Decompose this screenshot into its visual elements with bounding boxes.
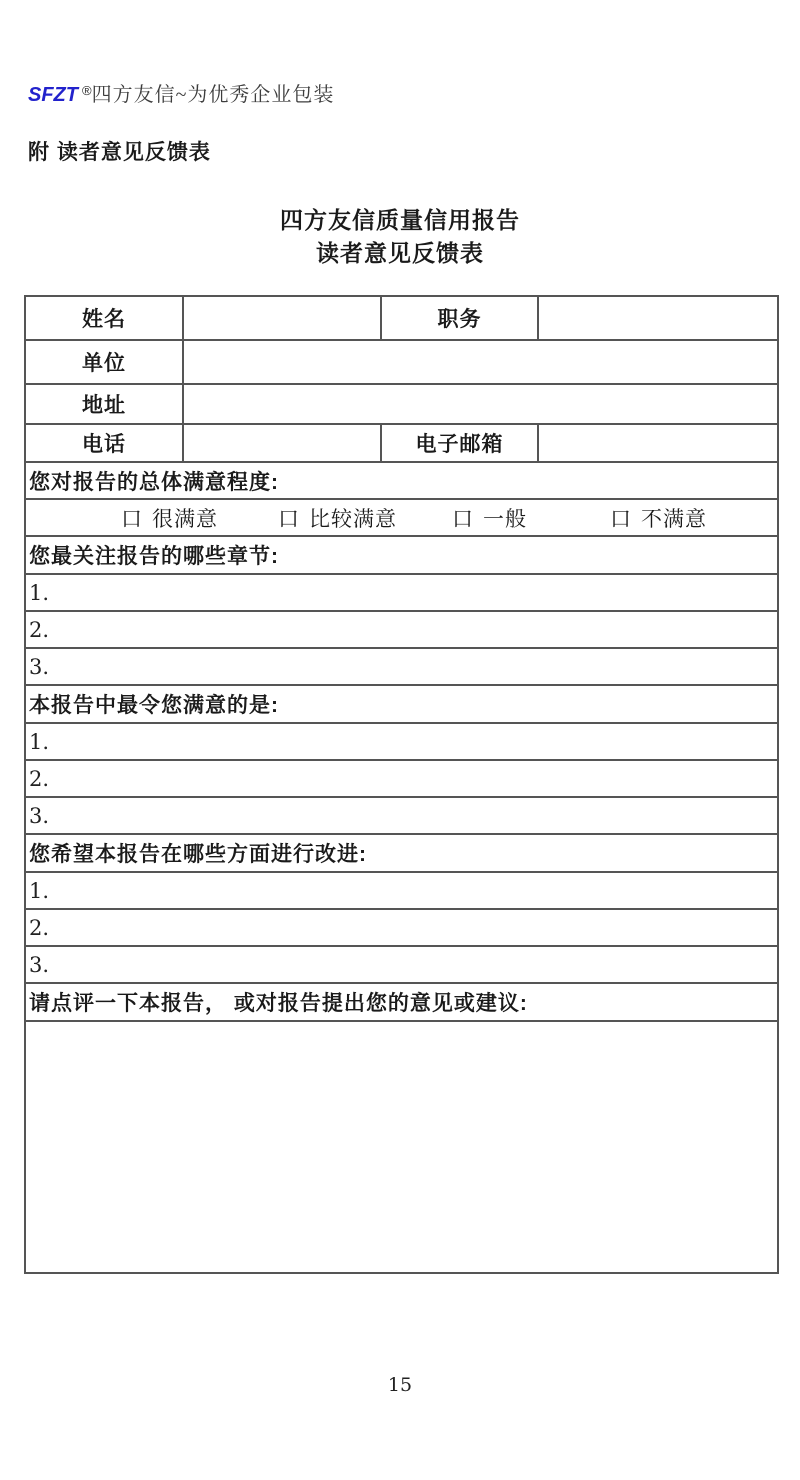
option-label: 很满意 — [152, 507, 218, 531]
satisfaction-option-very-satisfied — [121, 503, 218, 533]
table-row — [25, 462, 778, 499]
email-value-cell — [538, 424, 778, 462]
satisfaction-question: 您对报告的总体满意程度: — [25, 462, 778, 499]
table-row — [25, 983, 778, 1021]
table-row — [25, 424, 778, 462]
list-item: 1. — [25, 723, 778, 760]
list-item: 3. — [25, 648, 778, 685]
section-question-chapters: 您最关注报告的哪些章节: — [25, 536, 778, 574]
satisfaction-options-row — [25, 499, 778, 536]
table-row — [25, 536, 778, 574]
page-number: 15 — [387, 1374, 413, 1396]
brand-slogan: 四方友信~为优秀企业包装 — [91, 84, 335, 106]
table-row — [25, 946, 778, 983]
table-row — [25, 760, 778, 797]
table-row — [25, 872, 778, 909]
table-row — [25, 499, 778, 536]
satisfaction-option-fairly-satisfied — [278, 503, 397, 533]
table-row — [25, 723, 778, 760]
satisfaction-option-not-satisfied — [610, 503, 707, 533]
table-row — [25, 834, 778, 872]
table-row — [25, 611, 778, 648]
comment-question: 请点评一下本报告， 或对报告提出您的意见或建议: — [25, 983, 778, 1021]
checkbox-icon: 口 — [452, 507, 474, 531]
report-title: 四方友信质量信用报告 — [280, 207, 520, 233]
list-item: 3. — [25, 797, 778, 834]
attachment-heading: 附 读者意见反馈表 — [28, 141, 211, 164]
table-row — [25, 648, 778, 685]
table-row — [25, 685, 778, 723]
list-item: 2. — [25, 909, 778, 946]
form-title: 读者意见反馈表 — [316, 240, 484, 266]
section-question-improvements: 您希望本报告在哪些方面进行改进: — [25, 834, 778, 872]
list-item: 2. — [25, 611, 778, 648]
email-label-cell: 电子邮箱 — [381, 424, 538, 462]
checkbox-icon: 口 — [278, 507, 300, 531]
option-label: 比较满意 — [309, 507, 397, 531]
position-value-cell — [538, 296, 778, 340]
satisfaction-option-average — [452, 503, 527, 533]
checkbox-icon: 口 — [610, 507, 632, 531]
name-label-cell: 姓名 — [25, 296, 183, 340]
table-row — [25, 296, 778, 340]
table-row — [25, 797, 778, 834]
address-value-cell — [183, 384, 778, 424]
checkbox-icon: 口 — [121, 507, 143, 531]
list-item: 1. — [25, 574, 778, 611]
table-row — [25, 909, 778, 946]
list-item: 1. — [25, 872, 778, 909]
section-question-most-satisfying: 本报告中最令您满意的是: — [25, 685, 778, 723]
title-block — [0, 204, 800, 270]
phone-value-cell — [183, 424, 381, 462]
header-logo-line — [28, 78, 334, 107]
table-row — [25, 384, 778, 424]
option-label: 不满意 — [641, 507, 707, 531]
address-label-cell: 地址 — [25, 384, 183, 424]
phone-label-cell: 电话 — [25, 424, 183, 462]
name-value-cell — [183, 296, 381, 340]
registered-trademark-icon: ® — [82, 82, 92, 98]
feedback-form-table — [24, 295, 779, 1274]
organization-label-cell: 单位 — [25, 340, 183, 384]
table-row — [25, 1021, 778, 1273]
position-label-cell: 职务 — [381, 296, 538, 340]
comment-area-cell — [25, 1021, 778, 1273]
organization-value-cell — [183, 340, 778, 384]
table-row — [25, 574, 778, 611]
table-row — [25, 340, 778, 384]
list-item: 3. — [25, 946, 778, 983]
brand-abbreviation: SFZT — [28, 84, 78, 106]
list-item: 2. — [25, 760, 778, 797]
option-label: 一般 — [483, 507, 527, 531]
